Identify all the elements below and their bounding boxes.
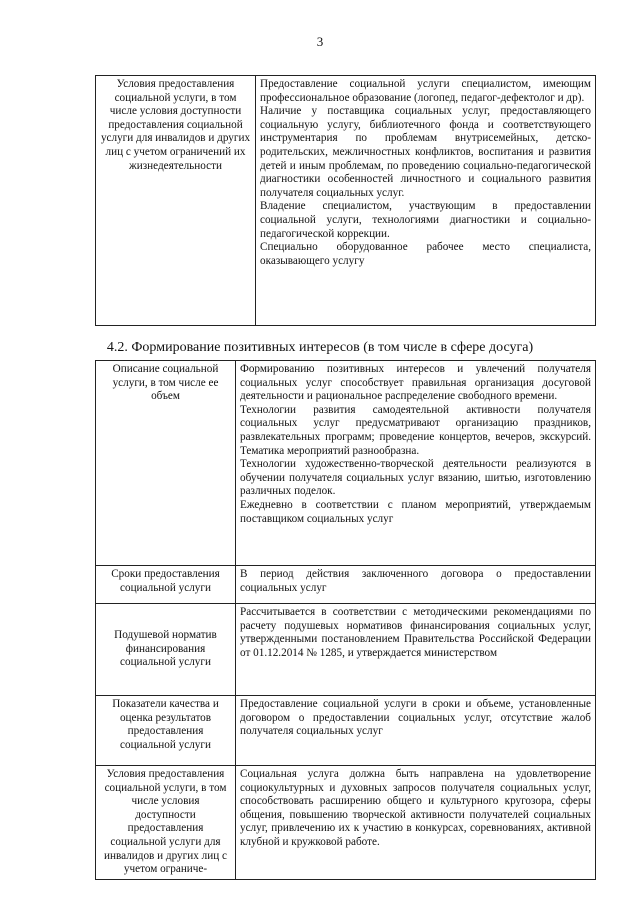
paragraph: Рассчитывается в соответствии с методическими рекомендациями по расчету подушевых нормативов финансирования социальных услуг, утвержденными постановлением Правительства Российской Федерации от 01.12.2014 № 1285, и утверждается министерством: [240, 606, 591, 659]
table-cell-content: [256, 76, 596, 326]
table-cell-label: Условия предоставления социальной услуги, в том числе условия доступности предоставления социальной услуги для инвалидов и других лиц с учетом ограничений их жизнедеятельности: [96, 76, 256, 326]
table-row: [96, 361, 596, 566]
paragraph: Специально оборудованное рабочее место специалиста, оказывающего услугу: [260, 241, 591, 267]
paragraph: Формированию позитивных интересов и увлечений получателя социальных услуг способствует правильная организация досуговой деятельности и рациональное распределение свободного времени.: [240, 363, 591, 403]
table-cell-label: Подушевой норматив финансирования социальной услуги: [96, 604, 236, 696]
table-cell-label: Описание социальной услуги, в том числе ее объем: [96, 361, 236, 566]
paragraph: Владение специалистом, участвующим в предоставлении социальной услуги, технологиями диагностики и социально-педагогической коррекции.: [260, 200, 591, 240]
section-title: 4.2. Формирование позитивных интересов (в том числе в сфере досуга): [106, 340, 534, 355]
table-row: [96, 76, 596, 326]
paragraph: Предоставление социальной услуги в сроки и объеме, установленные договором о предоставлении социальных услуг, отсутствие жалоб получателя социальных услуг: [240, 698, 591, 738]
table-cell-label: Показатели качества и оценка результатов предоставления социальной услуги: [96, 696, 236, 766]
paragraph: В период действия заключенного договора о предоставлении социальных услуг: [240, 568, 591, 594]
table-cell-content: [236, 566, 596, 604]
table-cell-content: [236, 696, 596, 766]
conditions-table: [95, 75, 596, 326]
table-row: [96, 766, 596, 880]
table-cell-content: [236, 604, 596, 696]
table-cell-content: [236, 766, 596, 880]
paragraph: Социальная услуга должна быть направлена на удовлетворение социокультурных и духовных запросов получателя социальных услуг, способствовать расширению общего и культурного кругозора, сферы общения, повышению творческой активности получателей социальных услуг, привлечению их к участию в конкурсах, соревнованиях, активной клубной и кружковой работе.: [240, 768, 591, 848]
page-number: 3: [316, 34, 324, 49]
table-row: [96, 604, 596, 696]
paragraph: Наличие у поставщика социальных услуг, предоставляющего социальную услугу, библиотечного фонда и соответствующего инструментария по проблемам внутрисемейных, детско-родительских, межличностных конфликтов, воспитания и развития детей и иным проблемам, по проведению социально-педагогической диагностики особенностей личностного и социального развития получателя социальных услуг.: [260, 105, 591, 199]
table-cell-label: Условия предоставления социальной услуги, в том числе условия доступности предоставления социальной услуги для инвалидов и других лиц с учетом ограниче-: [96, 766, 236, 880]
service-table: [95, 360, 596, 880]
paragraph: Предоставление социальной услуги специалистом, имеющим профессиональное образование (логопед, педагог-дефектолог и др).: [260, 78, 591, 104]
table-row: [96, 696, 596, 766]
table-cell-content: [236, 361, 596, 566]
paragraph: Ежедневно в соответствии с планом мероприятий, утверждаемым поставщиком социальных услуг: [240, 498, 591, 525]
paragraph: Технологии развития самодеятельной активности получателя социальных услуг предусматривают организацию праздников, развлекательных программ; проведение концертов, вечеров, экскурсий. Тематика мероприятий разнообразна.: [240, 403, 591, 457]
paragraph: Технологии художественно-творческой деятельности реализуются в обучении получателя социальных услуг вязанию, шитью, изготовлению различных поделок.: [240, 458, 591, 498]
table-row: [96, 566, 596, 604]
table-cell-label: Сроки предоставления социальной услуги: [96, 566, 236, 604]
